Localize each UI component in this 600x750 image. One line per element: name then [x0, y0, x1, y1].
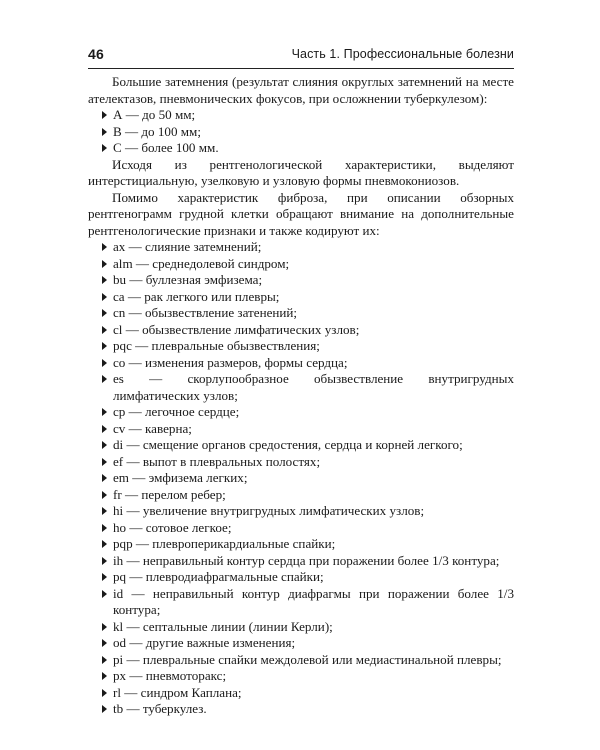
list-item	[88, 503, 514, 520]
bullet-triangle-icon	[102, 293, 107, 301]
list-item-text: rl — синдром Каплана;	[113, 684, 242, 700]
list-item	[88, 586, 514, 619]
list-item-text: co — изменения размеров, формы сердца;	[113, 354, 348, 370]
list-item	[88, 685, 514, 702]
list-item-text: es — скорлупообразное обызвествление внутригрудных лимфатических узлов;	[113, 371, 514, 403]
list-item	[88, 536, 514, 553]
list-item-text: fr — перелом ребер;	[113, 486, 226, 502]
list-item-text: cl — обызвествление лимфатических узлов;	[113, 321, 360, 337]
list-item	[88, 701, 514, 718]
list-item-text: id — неправильный контур диафрагмы при поражении более 1/3 контура;	[113, 585, 514, 617]
bullet-triangle-icon	[102, 524, 107, 532]
list-item-text: В — до 100 мм;	[113, 123, 201, 139]
bullet-triangle-icon	[102, 375, 107, 383]
list-item	[88, 553, 514, 570]
page-number: 46	[88, 46, 104, 62]
list-item-text: cn — обызвествление затенений;	[113, 305, 298, 320]
list-item-text: px — пневмоторакс;	[113, 668, 227, 683]
list-item	[88, 124, 514, 141]
bullet-triangle-icon	[102, 260, 107, 268]
list-item-text: ef — выпот в плевральных полостях;	[113, 453, 321, 469]
bullet-triangle-icon	[102, 689, 107, 697]
list-item-text: em — эмфизема легких;	[113, 470, 248, 485]
list-item	[88, 520, 514, 537]
bullet-triangle-icon	[102, 507, 107, 515]
list-item	[88, 256, 514, 273]
list-item	[88, 289, 514, 306]
bullet-triangle-icon	[102, 111, 107, 119]
list-item	[88, 322, 514, 339]
bullet-triangle-icon	[102, 474, 107, 482]
bullet-triangle-icon	[102, 656, 107, 664]
list-item	[88, 619, 514, 636]
bullet-triangle-icon	[102, 144, 107, 152]
list-item-text: hi — увеличение внутригрудных лимфатических узлов;	[113, 503, 425, 518]
list-item	[88, 569, 514, 586]
list-item-text: alm — среднедолевой синдром;	[113, 255, 290, 271]
list-item-text: pqp — плевроперикардиальные спайки;	[113, 536, 336, 551]
paragraph-large-opacities: Большие затемнения (результат слияния округлых затемнений на месте ателектазов, пневмонических фокусов, при осложнении туберкулезом):	[88, 74, 514, 106]
list-item-text: ho — сотовое легкое;	[113, 519, 232, 535]
list-item-text: cv — каверна;	[113, 420, 192, 436]
bullet-triangle-icon	[102, 408, 107, 416]
list-item	[88, 305, 514, 322]
bullet-triangle-icon	[102, 639, 107, 647]
list-item-text: А — до 50 мм;	[113, 107, 196, 122]
running-title: Часть 1. Профессиональные болезни	[291, 47, 514, 61]
bullet-triangle-icon	[102, 458, 107, 466]
list-item	[88, 239, 514, 256]
bullet-triangle-icon	[102, 705, 107, 713]
bullet-triangle-icon	[102, 623, 107, 631]
list-item-text: ih — неправильный контур сердца при поражении более 1/3 контура;	[113, 552, 500, 568]
list-item	[88, 140, 514, 157]
list-item-text: cp — легочное сердце;	[113, 404, 240, 419]
list-item-text: pqc — плевральные обызвествления;	[113, 338, 320, 353]
bullet-triangle-icon	[102, 557, 107, 565]
bullet-triangle-icon	[102, 359, 107, 367]
bullet-triangle-icon	[102, 441, 107, 449]
bullet-triangle-icon	[102, 243, 107, 251]
list-item-text: ax — слияние затемнений;	[113, 239, 262, 254]
bullet-triangle-icon	[102, 425, 107, 433]
list-item	[88, 668, 514, 685]
list-item	[88, 454, 514, 471]
bullet-triangle-icon	[102, 309, 107, 317]
list-item-text: kl — септальные линии (линии Керли);	[113, 618, 333, 634]
list-item	[88, 437, 514, 454]
list-item	[88, 487, 514, 504]
list-item	[88, 338, 514, 355]
list-item-text: od — другие важные изменения;	[113, 635, 296, 650]
bullet-triangle-icon	[102, 573, 107, 581]
list-item-text: bu — буллезная эмфизема;	[113, 272, 263, 287]
bullet-triangle-icon	[102, 540, 107, 548]
paragraph-forms: Исходя из рентгенологической характеристики, выделяют интерстициальную, узелковую и узловую формы пневмокониозов.	[88, 156, 514, 188]
list-item-text: pq — плевродиафрагмальные спайки;	[113, 569, 324, 584]
size-list	[88, 107, 514, 157]
bullet-triangle-icon	[102, 128, 107, 136]
list-item	[88, 355, 514, 372]
list-item-text: ca — рак легкого или плевры;	[113, 288, 280, 304]
bullet-triangle-icon	[102, 491, 107, 499]
list-item	[88, 635, 514, 652]
list-item	[88, 652, 514, 669]
bullet-triangle-icon	[102, 326, 107, 334]
paragraph-additional-signs: Помимо характеристик фиброза, при описании обзорных рентгенограмм грудной клетки обращают внимание на дополнительные рентгенологические признаки и также кодируют их:	[88, 189, 514, 238]
list-item	[88, 371, 514, 404]
page-header	[88, 40, 514, 69]
list-item	[88, 421, 514, 438]
list-item-text: di — смещение органов средостения, сердца и корней легкого;	[113, 437, 463, 452]
list-item-text: tb — туберкулез.	[113, 701, 207, 716]
list-item	[88, 470, 514, 487]
sign-list	[88, 239, 514, 718]
bullet-triangle-icon	[102, 672, 107, 680]
bullet-triangle-icon	[102, 342, 107, 350]
bullet-triangle-icon	[102, 276, 107, 284]
bullet-triangle-icon	[102, 590, 107, 598]
list-item-text: pi — плевральные спайки междолевой или медиастинальной плевры;	[113, 651, 502, 667]
list-item-text: С — более 100 мм.	[113, 140, 219, 155]
list-item	[88, 107, 514, 124]
list-item	[88, 404, 514, 421]
page-body	[88, 74, 514, 718]
list-item	[88, 272, 514, 289]
